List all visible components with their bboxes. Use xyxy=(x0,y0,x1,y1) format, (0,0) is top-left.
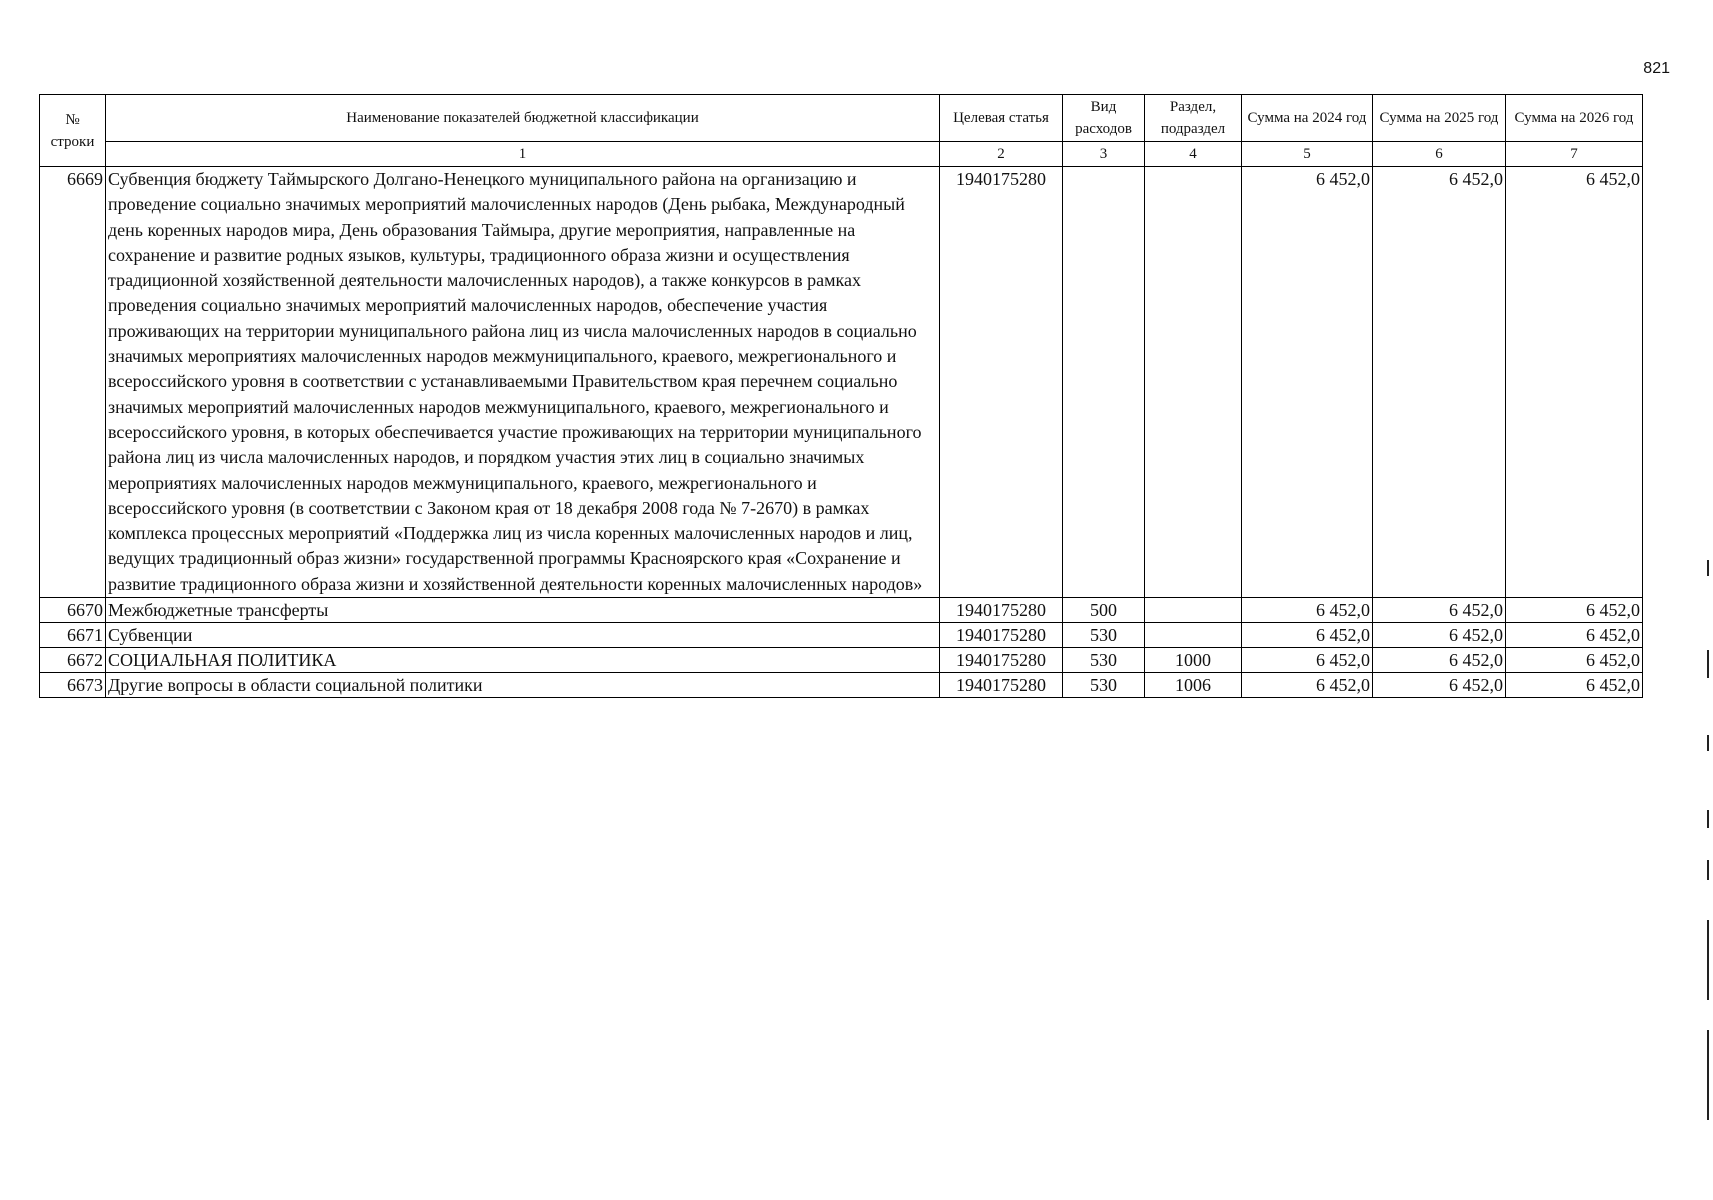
table-row xyxy=(40,623,1643,648)
target-article-cell: 1940175280 xyxy=(940,648,1063,673)
sum-2025-cell: 6 452,0 xyxy=(1373,623,1506,648)
sum-2025-cell: 6 452,0 xyxy=(1373,673,1506,698)
column-number-row xyxy=(40,142,1643,167)
table-row xyxy=(40,598,1643,623)
column-number: 1 xyxy=(106,142,940,167)
target-article-cell: 1940175280 xyxy=(940,598,1063,623)
header-expense: Вид расходов xyxy=(1063,95,1145,142)
column-number: 3 xyxy=(1063,142,1145,167)
sum-2024-cell: 6 452,0 xyxy=(1242,167,1373,598)
sum-2026-cell: 6 452,0 xyxy=(1506,648,1643,673)
row-number-cell: 6669 xyxy=(40,167,106,598)
header-sum-2025: Сумма на 2025 год xyxy=(1373,95,1506,142)
row-number-cell: 6671 xyxy=(40,623,106,648)
sum-2025-cell: 6 452,0 xyxy=(1373,167,1506,598)
sum-2024-cell: 6 452,0 xyxy=(1242,648,1373,673)
target-article-cell: 1940175280 xyxy=(940,673,1063,698)
section-cell xyxy=(1145,167,1242,598)
table-row xyxy=(40,673,1643,698)
sum-2026-cell: 6 452,0 xyxy=(1506,598,1643,623)
expense-type-cell: 530 xyxy=(1063,648,1145,673)
row-name-cell: Межбюджетные трансферты xyxy=(106,598,940,623)
row-number-cell: 6670 xyxy=(40,598,106,623)
row-name-cell: Другие вопросы в области социальной политики xyxy=(106,673,940,698)
expense-type-cell: 530 xyxy=(1063,673,1145,698)
sum-2024-cell: 6 452,0 xyxy=(1242,673,1373,698)
expense-type-cell: 530 xyxy=(1063,623,1145,648)
expense-type-cell xyxy=(1063,167,1145,598)
expense-type-cell: 500 xyxy=(1063,598,1145,623)
column-number: 5 xyxy=(1242,142,1373,167)
header-target: Целевая статья xyxy=(940,95,1063,142)
section-cell: 1006 xyxy=(1145,673,1242,698)
page-number: 821 xyxy=(1643,60,1670,77)
budget-table xyxy=(39,94,1643,698)
row-name-cell: Субвенция бюджету Таймырского Долгано-Ненецкого муниципального района на организацию и проведение социально значимых мероприятий малочисленных народов (День рыбака, Международный день коренных народов мира, День образования Таймыра, другие мероприятия, направленные на сохранение и развитие родных языков, культуры, традиционного образа жизни и осуществления традиционной хозяйственной деятельности малочисленных народов), а также конкурсов в рамках проведения социально значимых мероприятий малочисленных народов, обеспечение участия проживающих на территории муниципального района лиц из числа малочисленных народов в социально значимых мероприятиях малочисленных народов межмуниципального, краевого, межрегионального и всероссийского уровня в соответствии с устанавливаемыми Правительством края перечнем социально значимых мероприятий малочисленных народов межмуниципального, краевого, межрегионального и всероссийского уровня, в которых обеспечивается участие проживающих на территории муниципального района лиц из числа малочисленных народов, и порядком участия этих лиц в социально значимых мероприятиях малочисленных народов межмуниципального, краевого, межрегионального и всероссийского уровня (в соответствии с Законом края от 18 декабря 2008 года № 7-2670) в рамках комплекса процессных мероприятий «Поддержка лиц из числа коренных малочисленных народов и лиц, ведущих традиционный образ жизни» государственной программы Красноярского края «Сохранение и развитие традиционного образа жизни и хозяйственной деятельности коренных малочисленных народов» xyxy=(106,167,940,598)
column-number: 6 xyxy=(1373,142,1506,167)
target-article-cell: 1940175280 xyxy=(940,167,1063,598)
row-name-cell: Субвенции xyxy=(106,623,940,648)
scan-edge-marks xyxy=(1707,560,1710,1120)
section-cell xyxy=(1145,623,1242,648)
scan-mark xyxy=(1707,650,1709,678)
row-name-cell: СОЦИАЛЬНАЯ ПОЛИТИКА xyxy=(106,648,940,673)
column-number: 4 xyxy=(1145,142,1242,167)
table-row xyxy=(40,167,1643,598)
header-row-no: № строки xyxy=(40,95,106,167)
target-article-cell: 1940175280 xyxy=(940,623,1063,648)
header-sum-2026: Сумма на 2026 год xyxy=(1506,95,1643,142)
row-number-cell: 6673 xyxy=(40,673,106,698)
scan-mark xyxy=(1707,860,1709,880)
section-cell xyxy=(1145,598,1242,623)
header-row xyxy=(40,95,1643,142)
sum-2026-cell: 6 452,0 xyxy=(1506,167,1643,598)
row-number-cell: 6672 xyxy=(40,648,106,673)
sum-2026-cell: 6 452,0 xyxy=(1506,623,1643,648)
sum-2025-cell: 6 452,0 xyxy=(1373,598,1506,623)
sum-2026-cell: 6 452,0 xyxy=(1506,673,1643,698)
header-sum-2024: Сумма на 2024 год xyxy=(1242,95,1373,142)
scan-mark xyxy=(1707,810,1709,828)
scan-mark xyxy=(1707,735,1709,751)
header-section: Раздел, подраздел xyxy=(1145,95,1242,142)
scan-mark xyxy=(1707,1030,1709,1120)
column-number: 7 xyxy=(1506,142,1643,167)
sum-2025-cell: 6 452,0 xyxy=(1373,648,1506,673)
header-name: Наименование показателей бюджетной классификации xyxy=(106,95,940,142)
sum-2024-cell: 6 452,0 xyxy=(1242,623,1373,648)
section-cell: 1000 xyxy=(1145,648,1242,673)
column-number: 2 xyxy=(940,142,1063,167)
scan-mark xyxy=(1707,560,1709,576)
table-row xyxy=(40,648,1643,673)
sum-2024-cell: 6 452,0 xyxy=(1242,598,1373,623)
scan-mark xyxy=(1707,920,1709,1000)
